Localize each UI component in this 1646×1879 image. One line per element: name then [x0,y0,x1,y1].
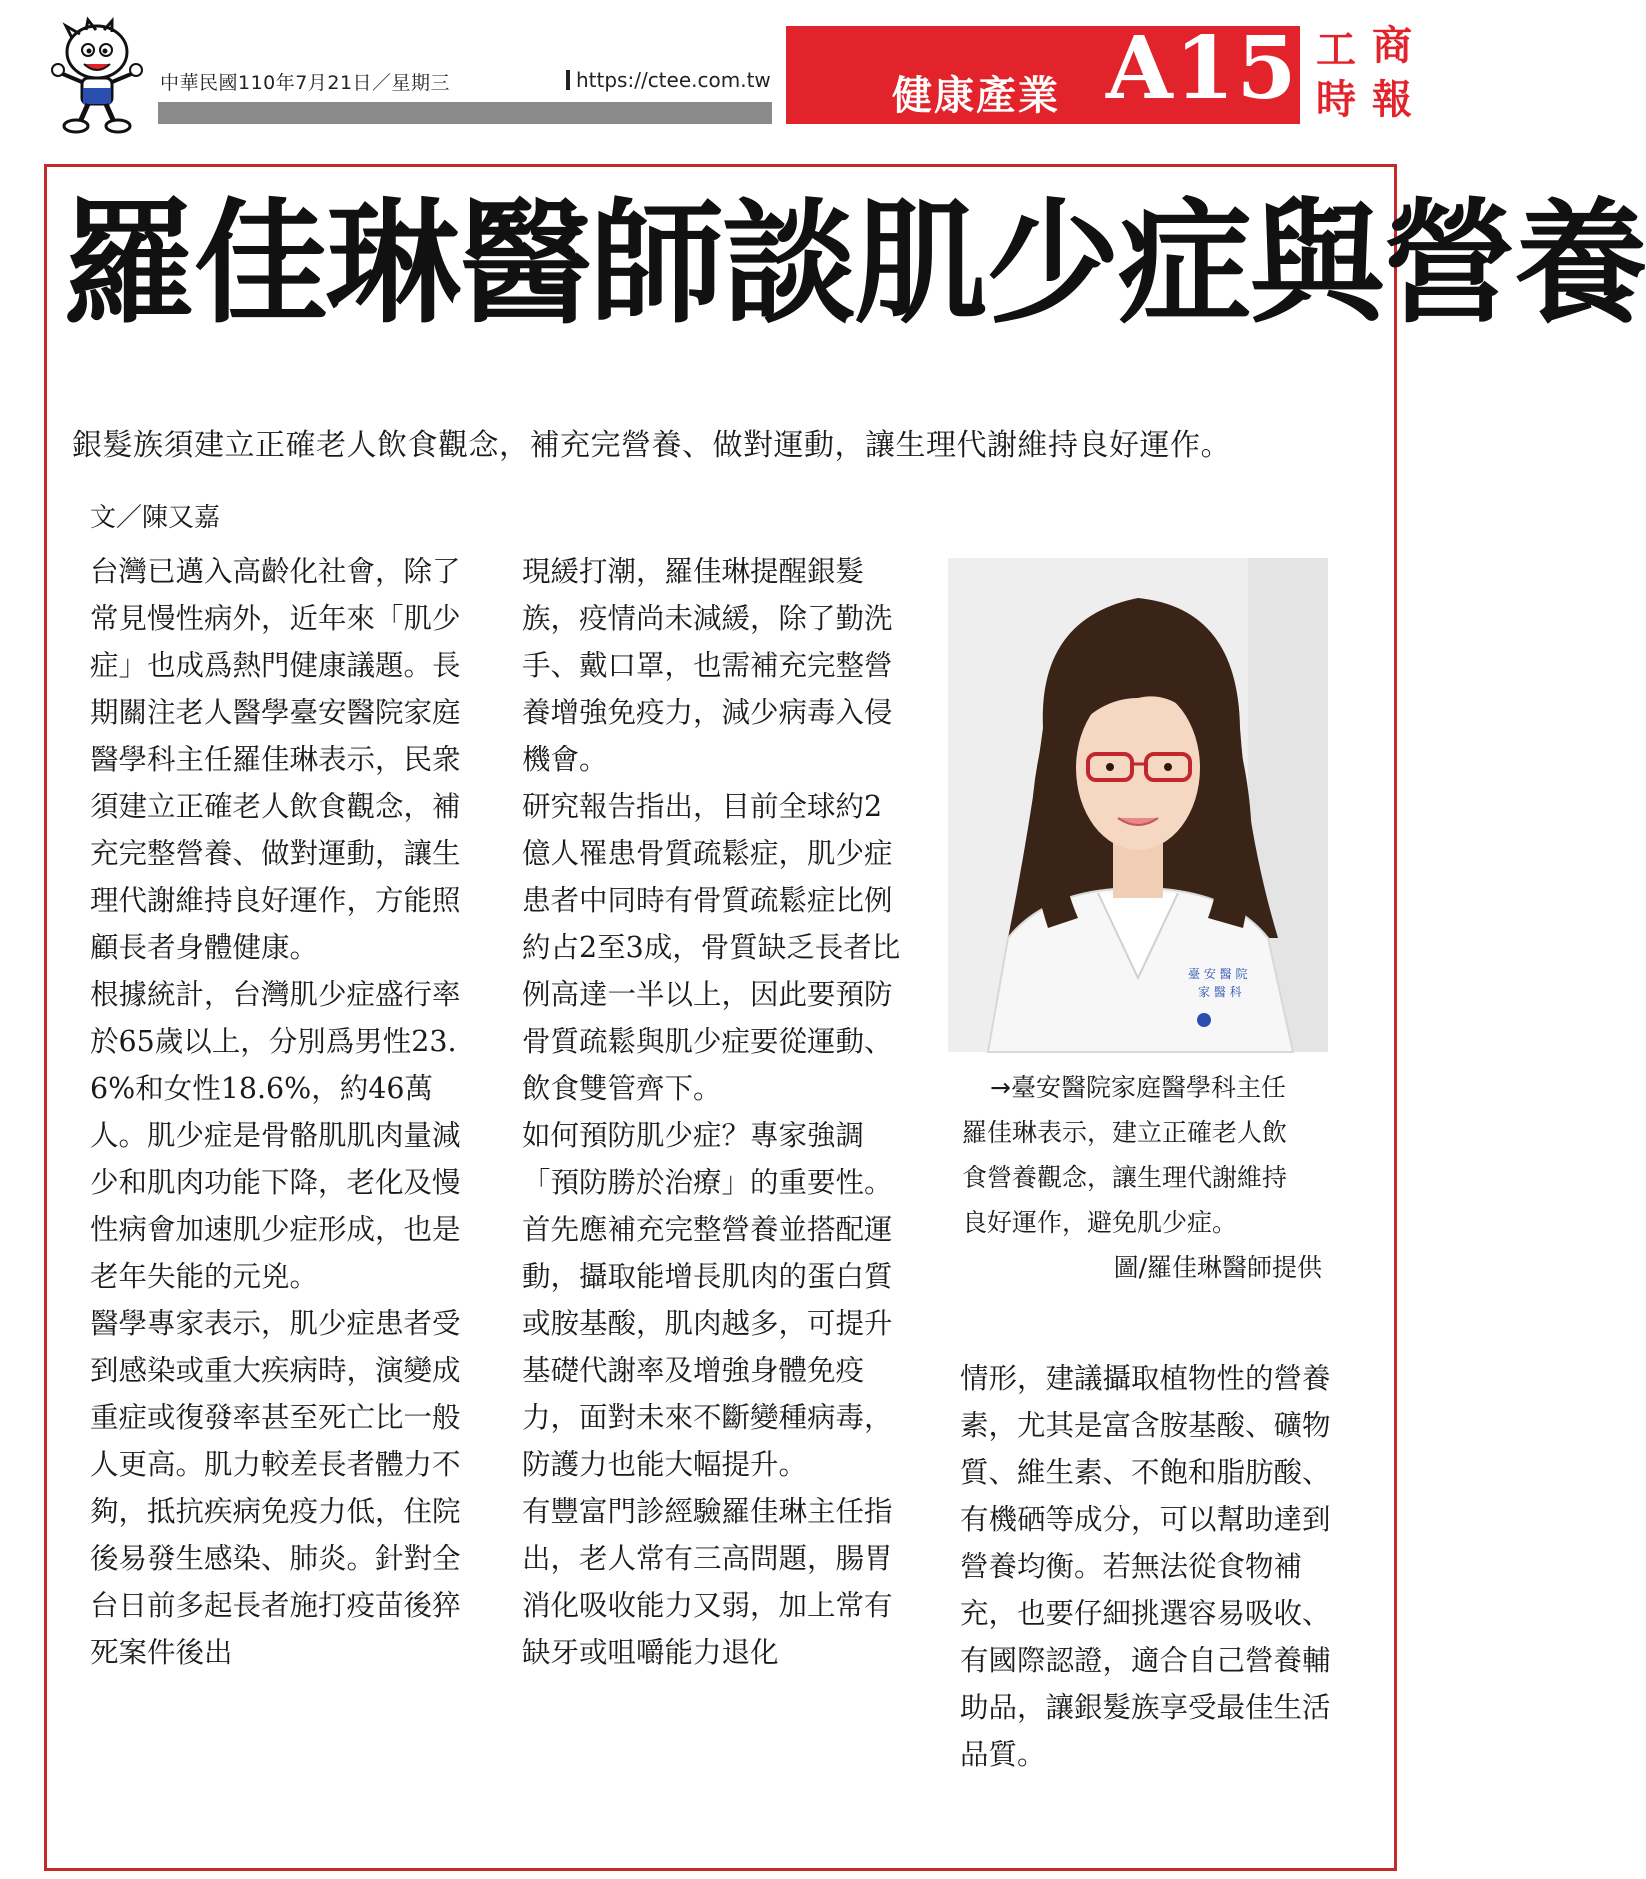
paragraph: 現緩打潮，羅佳琳提醒銀髮族，疫情尚未減緩，除了勤洗手、戴口罩，也需補充完整營養增強免疫力，減少病毒入侵機會。 [522,555,893,776]
article-subtitle: 銀髮族須建立正確老人飲食觀念，補充完營養、做對運動，讓生理代謝維持良好運作。 [72,428,1231,463]
mascot-logo-icon [52,22,142,134]
caption-line: 羅佳琳表示，建立正確老人飲 [962,1118,1288,1147]
logo-char: 商 [1372,22,1412,69]
photo-caption [962,1065,1332,1290]
paragraph: 如何預防肌少症？專家強調「預防勝於治療」的重要性。首先應補充完整營養並搭配運動，攝取能增長肌肉的蛋白質或胺基酸，肌肉越多，可提升基礎代謝率及增強身體免疫力，面對未來不斷變種病毒，防護力也能大幅提升。 [522,1119,893,1481]
logo-char: 工 [1316,26,1356,73]
article-byline: 文／陳又嘉 [90,503,221,533]
photo-credit: 圖/羅佳琳醫師提供 [1113,1253,1322,1282]
paragraph: 研究報告指出，目前全球約2億人罹患骨質疏鬆症，肌少症患者中同時有骨質疏鬆症比例約占2至3成，骨質缺乏長者比例高達一半以上，因此要預防骨質疏鬆與肌少症要從運動、飲食雙管齊下。 [522,790,901,1105]
paragraph: 醫學專家表示，肌少症患者受到感染或重大疾病時，演變成重症或復發率甚至死亡比一般人更高。肌力較差長者體力不夠，抵抗疾病免疫力低，住院後易發生感染、肺炎。針對全台日前多起長者施打疫苗後猝死案件後出 [90,1307,461,1669]
doctor-portrait-photo [948,558,1328,1052]
header-gray-bar [158,102,772,124]
newspaper-logo [1310,22,1422,126]
paragraph: 台灣已邁入高齡化社會，除了常見慢性病外，近年來「肌少症」也成爲熱門健康議題。長期關注老人醫學臺安醫院家庭醫學科主任羅佳琳表示，民衆須建立正確老人飲食觀念，補充完整營養、做對運動，讓生理代謝維持良好運作，方能照顧長者身體健康。 [90,555,461,964]
logo-char: 時 [1316,76,1356,123]
logo-char: 報 [1372,76,1412,123]
article-column-1 [90,548,462,1676]
issue-date: 中華民國110年7月21日／星期三 [160,72,451,94]
site-url[interactable] [566,68,771,92]
site-url-text[interactable]: https://ctee.com.tw [576,68,771,92]
caption-line: →臺安醫院家庭醫學科主任 [990,1073,1286,1102]
caption-line: 良好運作，避免肌少症。 [962,1208,1238,1237]
article-column-3 [960,1355,1340,1778]
url-divider [566,70,570,90]
paragraph: 根據統計，台灣肌少症盛行率於65歲以上，分別爲男性23.6%和女性18.6%，約46萬人。肌少症是骨骼肌肌肉量減少和肌肉功能下降，老化及慢性病會加速肌少症形成，也是老年失能的元兇。 [90,978,461,1293]
paragraph: 情形，建議攝取植物性的營養素，尤其是富含胺基酸、礦物質、維生素、不飽和脂肪酸、有機硒等成分，可以幫助達到營養均衡。若無法從食物補充，也要仔細挑選容易吸收、有國際認證，適合自己營養輔助品，讓銀髮族享受最佳生活品質。 [960,1362,1331,1771]
section-name: 健康產業 [892,73,1060,119]
caption-line: 食營養觀念，讓生理代謝維持 [962,1163,1288,1192]
coat-embroidery-text: 臺 安 醫 院 [1188,967,1248,981]
paragraph: 有豐富門診經驗羅佳琳主任指出，老人常有三高問題，腸胃消化吸收能力又弱，加上常有缺牙或咀嚼能力退化 [522,1495,893,1669]
article-headline: 羅佳琳醫師談肌少症與營養 [62,186,1646,342]
coat-embroidery-text: 家 醫 科 [1198,985,1242,999]
article-column-2 [522,548,902,1676]
page-number: A15 [1106,18,1299,119]
